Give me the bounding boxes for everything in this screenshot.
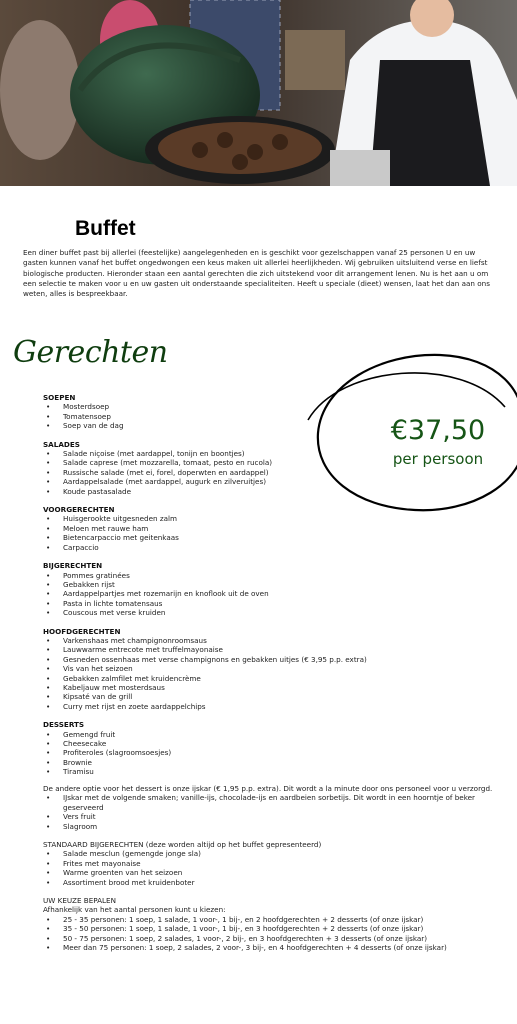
menu-section-voorgerechten	[43, 505, 498, 552]
menu-section-hoofdgerechten	[43, 627, 498, 712]
list-item: • Profiteroles (slagroomsoesjes)	[43, 748, 498, 757]
list-item: • Russische salade (met ei, forel, doperwten en aardappel)	[43, 468, 498, 477]
list-item: • 50 - 75 personen: 1 soep, 2 salades, 1 voor-, 2 bij-, en 3 hoofdgerechten + 3 desserts (of onze ijskar)	[43, 934, 501, 943]
list-item: • Frites met mayonaise	[43, 859, 501, 868]
list-item: • Gemengd fruit	[43, 730, 498, 739]
list-item: • Mosterdsoep	[43, 402, 498, 411]
list-item: • Tomatensoep	[43, 412, 498, 421]
extra-info	[43, 784, 501, 962]
list-item: • Pommes gratinées	[43, 571, 498, 580]
list-item: • Soep van de dag	[43, 421, 498, 430]
keuze-block	[43, 896, 501, 952]
list-item: • Vers fruit	[43, 812, 501, 821]
list-item: • Huisgerookte uitgesneden zalm	[43, 514, 498, 523]
list-item: • IJskar met de volgende smaken; vanille-ijs, chocolade-ijs en aardbeien sorbetijs. Dit wordt in een hoorntje of beker geserveerd	[43, 793, 501, 812]
list-item: • Meer dan 75 personen: 1 soep, 2 salades, 2 voor-, 3 bij-, en 4 hoofdgerechten + 4 desserts (of onze ijskar)	[43, 943, 501, 952]
list-item: • Salade mesclun (gemengde jonge sla)	[43, 849, 501, 858]
section-heading: DESSERTS	[43, 720, 85, 730]
list-item: • Carpaccio	[43, 543, 498, 552]
intro-text: Een diner buffet past bij allerlei (feestelijke) aangelegenheden en is geschikt voor gezelschappen vanaf 25 personen U en uw gasten kunnen vanaf het buffet ongedwongen een keus maken uit allerlei heerlijkheden. Wij gebruiken uitsluitend verse en liefst biologische producten. Hieronder staan een aantal gerechten die zich uitstekend voor dit arrangement lenen. Nu is het aan u om een selectie te maken voor u en uw gasten uit onderstaande specialiteiten. Heeft u speciale (dieet) wensen, laat het dan aan ons weten, alles is bespreekbaar.	[23, 248, 490, 299]
section-title: Gerechten	[13, 335, 168, 370]
page-title: Buffet	[75, 217, 136, 240]
price-unit: per persoon	[392, 450, 484, 468]
menu-section-bijgerechten	[43, 561, 498, 617]
list-item: • Cheesecake	[43, 739, 498, 748]
hero-photo	[0, 0, 517, 186]
list-item: • Bietencarpaccio met geitenkaas	[43, 533, 498, 542]
list-item: • Kipsaté van de grill	[43, 692, 498, 701]
list-item: • Pasta in lichte tomatensaus	[43, 599, 498, 608]
section-heading: BIJGERECHTEN	[43, 561, 103, 571]
menu-section-salades	[43, 440, 498, 496]
list-item: • Slagroom	[43, 822, 501, 831]
ijskar-block	[43, 784, 501, 831]
section-heading: SALADES	[43, 439, 80, 449]
list-item: • Meloen met rauwe ham	[43, 524, 498, 533]
hero-photo-illustration	[0, 0, 517, 186]
standaard-block	[43, 840, 501, 887]
list-item: • Gebakken zalmfilet met kruidencrème	[43, 674, 498, 683]
section-heading: STANDAARD BIJGERECHTEN (deze worden altijd op het buffet gepresenteerd)	[43, 840, 322, 850]
section-heading: HOOFDGERECHTEN	[43, 626, 121, 636]
list-item: • Varkenshaas met champignonroomsaus	[43, 636, 498, 645]
list-item: • Tiramisu	[43, 767, 498, 776]
list-item: • Gesneden ossenhaas met verse champignons en gebakken uitjes (€ 3,95 p.p. extra)	[43, 655, 498, 664]
menu-section-soepen	[43, 393, 498, 431]
list-item: • Aardappelsalade (met aardappel, augurk en zilveruitjes)	[43, 477, 498, 486]
list-item: • Warme groenten van het seizoen	[43, 868, 501, 877]
list-item: • Brownie	[43, 758, 498, 767]
list-item: • Assortiment brood met kruidenboter	[43, 878, 501, 887]
list-item: • Salade caprese (met mozzarella, tomaat, pesto en rucola)	[43, 458, 498, 467]
section-heading: VOORGERECHTEN	[43, 505, 115, 515]
list-item: • Vis van het seizoen	[43, 664, 498, 673]
price: €37,50	[390, 415, 486, 446]
list-item: • Koude pastasalade	[43, 487, 498, 496]
menu-section-desserts	[43, 720, 498, 776]
keuze-subheading: Afhankelijk van het aantal personen kunt u kiezen:	[43, 905, 226, 915]
list-item: • Salade niçoise (met aardappel, tonijn en boontjes)	[43, 449, 498, 458]
list-item: • Aardappelpartjes met rozemarijn en knoflook uit de oven	[43, 589, 498, 598]
list-item: • Couscous met verse kruiden	[43, 608, 498, 617]
list-item: • Curry met rijst en zoete aardappelchips	[43, 702, 498, 711]
list-item: • Lauwwarme entrecote met truffelmayonaise	[43, 645, 498, 654]
list-item: • Kabeljauw met mosterdsaus	[43, 683, 498, 692]
list-item: • 35 - 50 personen: 1 soep, 1 salade, 1 voor-, 1 bij-, en 3 hoofdgerechten + 2 desserts (of onze ijskar)	[43, 924, 501, 933]
list-item: • 25 - 35 personen: 1 soep, 1 salade, 1 voor-, 1 bij-, en 2 hoofdgerechten + 2 desserts (of onze ijskar)	[43, 915, 501, 924]
section-heading: SOEPEN	[43, 393, 76, 402]
menu	[43, 393, 498, 786]
list-item: • Gebakken rijst	[43, 580, 498, 589]
section-heading: UW KEUZE BEPALEN	[43, 896, 116, 906]
ijskar-text: De andere optie voor het dessert is onze ijskar (€ 1,95 p.p. extra). Dit wordt a la minute door ons personeel voor u verzorgd.	[43, 784, 493, 793]
